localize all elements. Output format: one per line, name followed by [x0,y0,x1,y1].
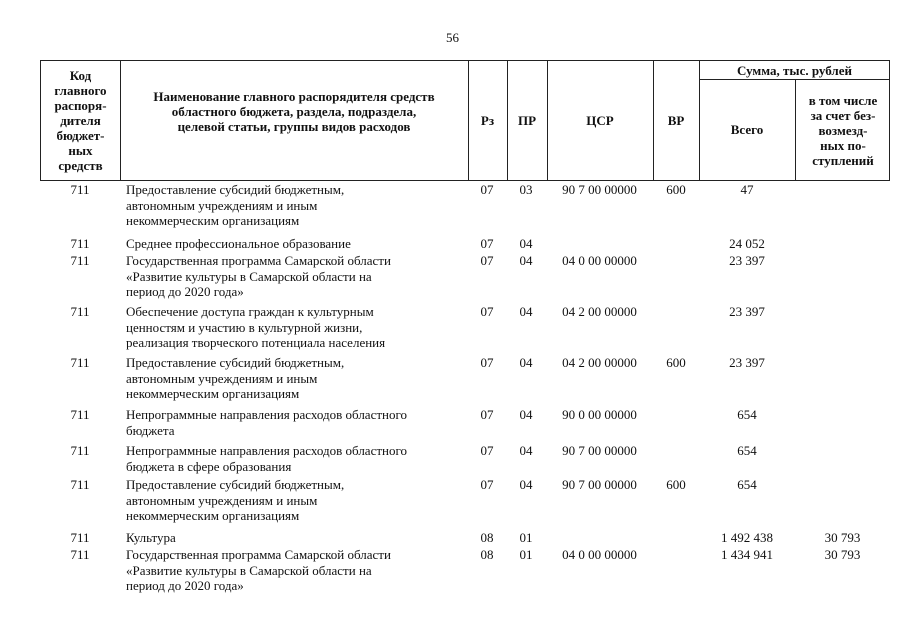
cell-name: Обеспечение доступа граждан к культурным ценностям и участию в культурной жизни, реализация творческого потенциала населения [126,304,386,350]
cell-kod: 711 [70,304,90,319]
cell-pr: 04 [519,477,533,492]
cell-pr: 04 [519,253,533,268]
cell-vr: 600 [666,182,686,197]
cell-csr: 04 2 00 00000 [562,304,637,319]
cell-rz: 08 [480,530,494,545]
cell-vr: 600 [666,355,686,370]
cell-pr: 04 [519,355,533,370]
table-header [40,60,890,181]
cell-rz: 07 [480,355,494,370]
header-pr: ПР [517,113,537,128]
cell-name: Культура [126,530,176,545]
cell-kod: 711 [70,407,90,422]
cell-rz: 07 [480,236,494,251]
cell-bezvozmezdnye: 30 793 [824,530,861,545]
cell-csr: 04 0 00 00000 [562,547,637,562]
header-name: Наименование главного распорядителя средств областного бюджета, раздела, подраздела, целевой статьи, группы видов расходов [153,88,435,134]
header-bezvozmezdnye: в том числе за счет без- возмезд- ных по- ступлений [808,93,878,168]
cell-rz: 07 [480,304,494,319]
cell-csr: 90 7 00 00000 [562,443,637,458]
cell-bezvozmezdnye: 30 793 [824,547,861,562]
cell-name: Среднее профессиональное образование [126,236,351,251]
cell-vsego: 1 434 941 [721,547,773,562]
header-rz: Рз [480,113,495,128]
cell-pr: 04 [519,443,533,458]
cell-vsego: 654 [737,443,757,458]
cell-vsego: 47 [740,182,754,197]
cell-vsego: 23 397 [729,355,765,370]
header-vr: ВР [667,113,685,128]
cell-csr: 90 7 00 00000 [562,477,637,492]
cell-csr: 90 0 00 00000 [562,407,637,422]
header-vsego: Всего [730,122,764,137]
cell-pr: 03 [519,182,533,197]
cell-kod: 711 [70,355,90,370]
cell-kod: 711 [70,253,90,268]
cell-kod: 711 [70,477,90,492]
cell-vsego: 23 397 [729,253,765,268]
cell-vsego: 23 397 [729,304,765,319]
cell-pr: 04 [519,236,533,251]
cell-pr: 04 [519,304,533,319]
cell-rz: 07 [480,477,494,492]
cell-vsego: 24 052 [729,236,765,251]
cell-name: Непрограммные направления расходов областного бюджета в сфере образования [126,443,407,474]
cell-kod: 711 [70,236,90,251]
header-csr: ЦСР [586,113,614,128]
header-kod: Код главного распоря- дителя бюджет- ных средств [54,68,107,173]
cell-name: Государственная программа Самарской области «Развитие культуры в Самарской области на период до 2020 года» [126,547,391,593]
cell-vsego: 654 [737,407,757,422]
cell-name: Непрограммные направления расходов областного бюджета [126,407,407,438]
cell-csr: 04 2 00 00000 [562,355,637,370]
cell-vsego: 1 492 438 [721,530,773,545]
cell-kod: 711 [70,547,90,562]
cell-rz: 08 [480,547,494,562]
header-summa: Сумма, тыс. рублей [737,62,852,78]
cell-rz: 07 [480,407,494,422]
cell-rz: 07 [480,253,494,268]
cell-kod: 711 [70,530,90,545]
cell-csr: 90 7 00 00000 [562,182,637,197]
cell-kod: 711 [70,182,90,197]
cell-name: Предоставление субсидий бюджетным, автономным учреждениям и иным некоммерческим организациям [126,477,345,523]
cell-name: Государственная программа Самарской области «Развитие культуры в Самарской области на период до 2020 года» [126,253,391,299]
page-number: 56 [446,30,459,45]
cell-pr: 01 [519,547,533,562]
cell-rz: 07 [480,443,494,458]
cell-kod: 711 [70,443,90,458]
cell-name: Предоставление субсидий бюджетным, автономным учреждениям и иным некоммерческим организациям [126,182,345,228]
cell-name: Предоставление субсидий бюджетным, автономным учреждениям и иным некоммерческим организациям [126,355,345,401]
cell-pr: 01 [519,530,533,545]
cell-csr: 04 0 00 00000 [562,253,637,268]
cell-rz: 07 [480,182,494,197]
cell-pr: 04 [519,407,533,422]
cell-vsego: 654 [737,477,757,492]
cell-vr: 600 [666,477,686,492]
